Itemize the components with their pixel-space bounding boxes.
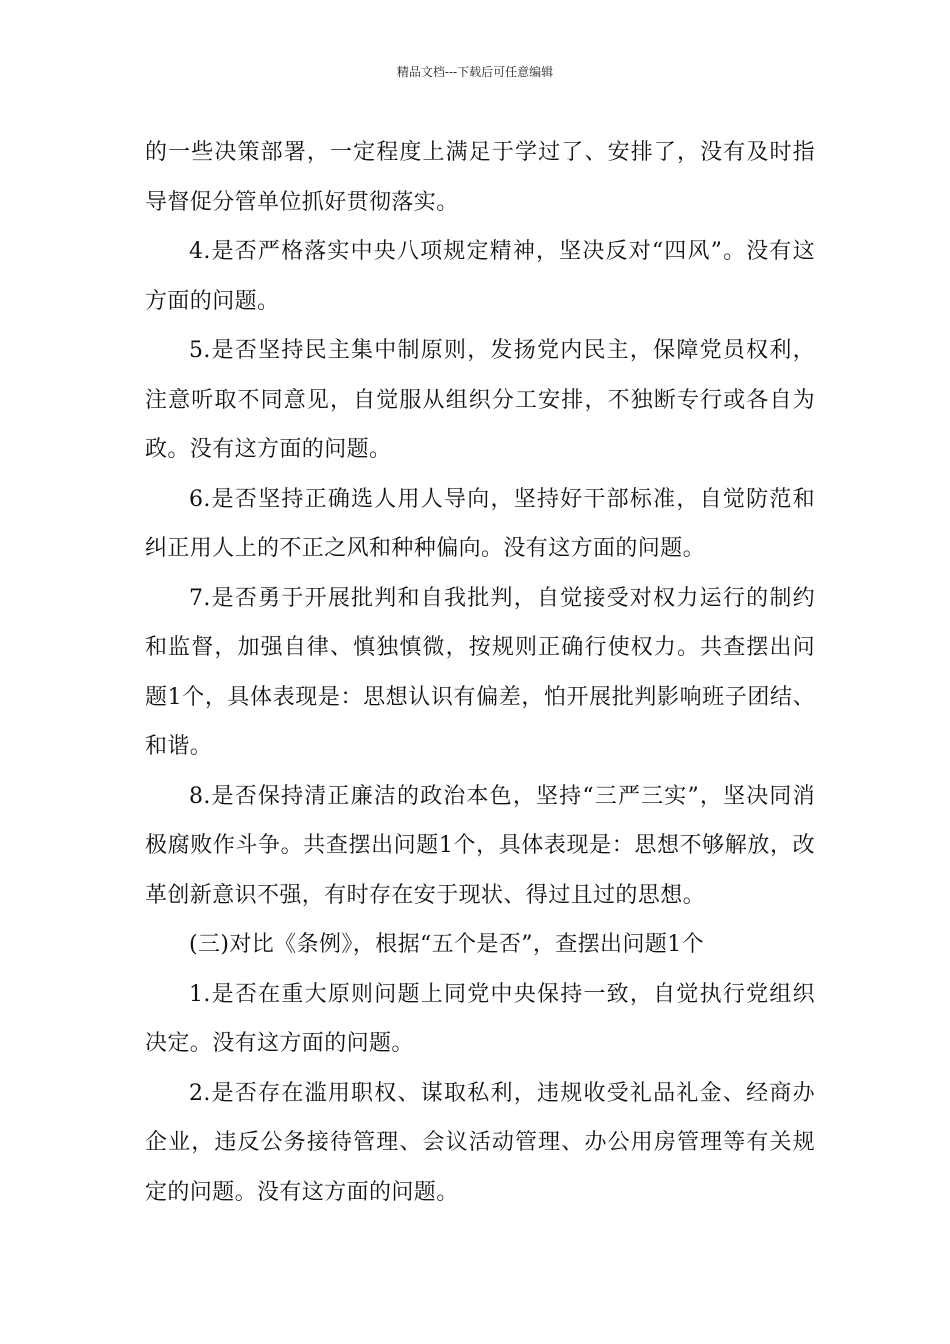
paragraph: 5.是否坚持民主集中制原则，发扬党内民主，保障党员权利，注意听取不同意见，自觉服从组织分工安排，不独断专行或各自为政。没有这方面的问题。 [145,338,815,462]
paragraph: 7.是否勇于开展批判和自我批判，自觉接受对权力运行的制约和监督，加强自律、慎独慎微，按规则正确行使权力。共查摆出问题1个，具体表现是：思想认识有偏差，怕开展批判影响班子团结、和谐。 [145,585,815,759]
document-body [145,128,815,1217]
paragraph: 4.是否严格落实中央八项规定精神，坚决反对“四风”。没有这方面的问题。 [145,239,815,314]
page-header: 精品文档---下载后可任意编辑 [396,65,554,79]
paragraph: 2.是否存在滥用职权、谋取私利，违规收受礼品礼金、经商办企业，违反公务接待管理、会议活动管理、办公用房管理等有关规定的问题。没有这方面的问题。 [145,1080,815,1205]
paragraph: 8.是否保持清正廉洁的政治本色，坚持“三严三实”，坚决同消极腐败作斗争。共查摆出问题1个，具体表现是：思想不够解放，改革创新意识不强，有时存在安于现状、得过且过的思想。 [145,783,815,908]
section-heading: (三)对比《条例》，根据“五个是否”，查摆出问题1个 [189,932,705,957]
paragraph: 的一些决策部署，一定程度上满足于学过了、安排了，没有及时指导督促分管单位抓好贯彻落实。 [145,140,815,215]
paragraph: 6.是否坚持正确选人用人导向，坚持好干部标准，自觉防范和纠正用人上的不正之风和种种偏向。没有这方面的问题。 [145,486,815,561]
paragraph: 1.是否在重大原则问题上同党中央保持一致，自觉执行党组织决定。没有这方面的问题。 [145,981,815,1056]
